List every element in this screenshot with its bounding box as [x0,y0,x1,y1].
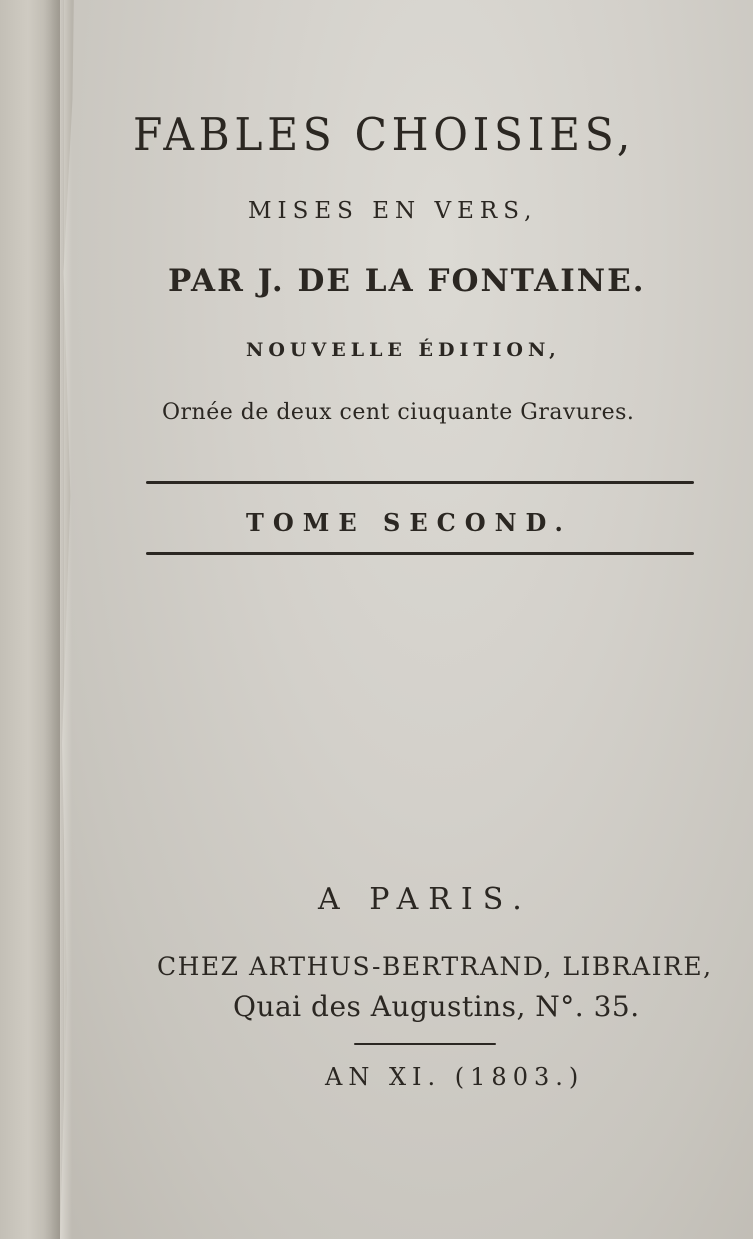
book-subtitle: MISES EN VERS, [248,198,538,224]
top-rule [146,481,694,484]
imprint-place: A PARIS. [318,882,532,917]
illustration-note: Ornée de deux cent ciuquante Gravures. [162,400,635,425]
edition-line: NOUVELLE ÉDITION, [246,339,561,361]
deckled-page-edge [60,0,72,1239]
imprint-rule [354,1043,496,1045]
title-page [60,0,753,1239]
imprint-address: Quai des Augustins, N°. 35. [233,990,640,1023]
book-title: FABLES CHOISIES, [133,108,636,161]
book-author: PAR J. DE LA FONTAINE. [168,263,646,299]
imprint-date: AN XI. (1803.) [325,1063,585,1091]
bottom-rule [146,552,694,555]
imprint-publisher: CHEZ ARTHUS-BERTRAND, LIBRAIRE, [157,952,713,981]
volume-label: TOME SECOND. [246,508,572,537]
